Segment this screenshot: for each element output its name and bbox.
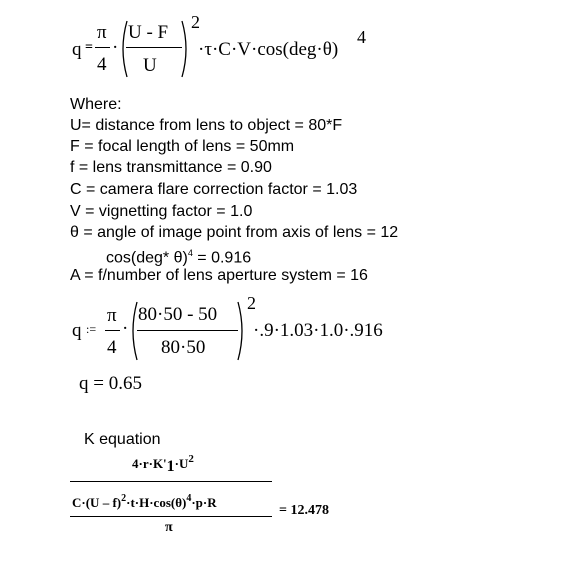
- k-den-a-exponent: 2: [121, 493, 127, 504]
- eq1-pi: π: [97, 22, 107, 43]
- eq1-four: 4: [97, 54, 107, 75]
- where-title: Where:: [70, 96, 122, 113]
- eq2-pi-fraction-bar: [105, 330, 120, 331]
- k-result: = 12.478: [279, 503, 329, 518]
- k-equation-title: K equation: [84, 431, 161, 448]
- k-den-c: ·p·R: [191, 495, 217, 510]
- k-pi: π: [165, 520, 173, 535]
- k-num-subscript: 1: [166, 458, 175, 475]
- k-fraction-bar-main: [70, 481, 272, 482]
- k-num-exponent: 2: [188, 453, 194, 465]
- definition-a: A = f/number of lens aperture system = 16: [70, 267, 368, 284]
- eq1-tail: ·τ·C·V·cos(deg·θ): [198, 39, 339, 60]
- eq1-lhs: q: [72, 39, 82, 60]
- eq1-exponent: 2: [191, 12, 200, 32]
- k-den-a: C·(U – f): [72, 495, 122, 510]
- k-num-main: 4·r·K': [132, 456, 167, 471]
- eq1-assign: =: [85, 40, 93, 55]
- k-fraction-bar-pi: [70, 516, 272, 517]
- eq2-fraction-bar: [137, 330, 238, 331]
- eq2-dot: ·: [122, 318, 129, 339]
- eq1-tail-exponent: 4: [357, 27, 366, 47]
- eq2-denominator: 80·50: [161, 337, 206, 358]
- eq2-exponent: 2: [247, 293, 256, 313]
- definition-u: U= distance from lens to object = 80*F: [70, 117, 343, 134]
- cos-exponent: 4: [187, 248, 193, 258]
- eq2-assign: :=: [86, 322, 97, 336]
- k-den-b: ·t·H·cos(θ): [126, 495, 187, 510]
- definition-theta: θ = angle of image point from axis of lens = 12: [70, 224, 399, 241]
- definition-c: C = camera flare correction factor = 1.03: [70, 181, 358, 198]
- cos-suffix: = 0.916: [192, 249, 252, 267]
- eq1-denominator: U: [143, 55, 157, 76]
- definition-transmittance: f = lens transmittance = 0.90: [70, 159, 272, 176]
- k-numerator: [132, 455, 194, 473]
- eq2-numerator: 80·50 - 50: [138, 304, 218, 325]
- eq1-dot: ·: [112, 37, 119, 58]
- k-num-end: ·U: [174, 456, 189, 471]
- definition-f: F = focal length of lens = 50mm: [70, 138, 295, 155]
- eq1-fraction-bar: [126, 47, 182, 48]
- cos-prefix: cos(deg* θ): [106, 249, 188, 267]
- eq1-right-paren: [181, 20, 191, 78]
- k-den-b-exponent: 4: [186, 493, 192, 504]
- result-q: q = 0.65: [79, 373, 142, 394]
- eq2-tail: ·.9·1.03·1.0·.916: [253, 320, 383, 341]
- eq1-numerator: U - F: [128, 22, 169, 43]
- eq1-left-paren: [118, 20, 128, 78]
- eq2-right-paren: [237, 301, 247, 361]
- eq1-pi-fraction-bar: [95, 47, 110, 48]
- eq2-pi: π: [107, 305, 117, 326]
- eq2-four: 4: [107, 337, 117, 358]
- k-denominator: [72, 495, 217, 511]
- eq2-left-paren: [128, 301, 138, 361]
- definition-v: V = vignetting factor = 1.0: [70, 203, 253, 220]
- eq2-lhs: q: [72, 320, 82, 341]
